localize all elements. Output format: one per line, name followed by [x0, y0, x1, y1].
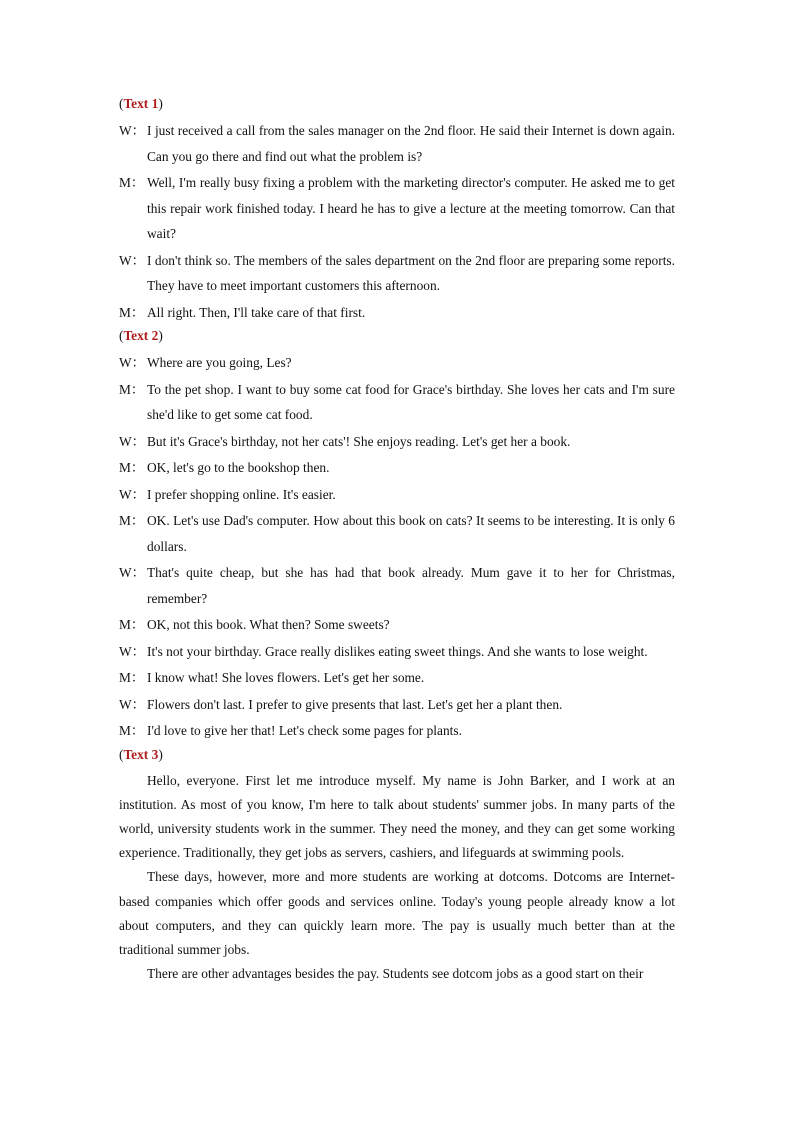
dialogue-text: OK. Let's use Dad's computer. How about this book on cats? It seems to be interesting. It is only 6 dollars. [147, 513, 675, 554]
section-label: Text 2 [123, 328, 159, 343]
monologue-paragraph: These days, however, more and more students are working at dotcoms. Dotcoms are Internet-based companies which offer goods and services online. Today's young people already know a lot about computers, and they can quickly learn more. The pay is usually much better than at the traditional summer jobs. [119, 869, 675, 957]
dialogue-turn [119, 377, 675, 428]
dialogue-turn [119, 665, 675, 691]
dialogue-text: OK, let's go to the bookshop then. [147, 460, 330, 475]
dialogue-turn [119, 350, 675, 376]
dialogue-turn [119, 429, 675, 455]
dialogue-text: That's quite cheap, but she has had that book already. Mum gave it to her for Christmas, remember? [147, 565, 675, 606]
dialogue-turn [119, 482, 675, 508]
speaker-label: M： [119, 513, 145, 528]
speaker-label: M： [119, 381, 145, 397]
dialogue-turn [119, 692, 675, 718]
dialogue-turn [119, 639, 675, 665]
section-label: Text 3 [123, 746, 159, 762]
speaker-label: W： [119, 565, 146, 580]
speaker-label: W： [119, 696, 146, 712]
dialogue-turn [119, 118, 675, 169]
section-label: Text 1 [123, 96, 159, 111]
dialogue-turn [119, 248, 675, 299]
speaker-label: W： [119, 252, 146, 268]
dialogue-text: I just received a call from the sales manager on the 2nd floor. He said their Internet is down again. Can you go there and find out what the problem is? [147, 123, 675, 164]
dialogue-text: It's not your birthday. Grace really dislikes eating sweet things. And she wants to lose weight. [147, 643, 648, 659]
section-heading-text-2: (Text 2) [119, 328, 163, 343]
section-heading-text-3: (Text 3) [119, 746, 163, 762]
monologue-paragraph: Hello, everyone. First let me introduce myself. My name is John Barker, and I work at an institution. As most of you know, I'm here to talk about students' summer jobs. In many parts of the world, university students work in the summer. They need the money, and they can get some working experience. Traditionally, they get jobs as servers, cashiers, and lifeguards at swimming pools. [119, 772, 675, 861]
dialogue-text: I don't think so. The members of the sales department on the 2nd floor are preparing some reports. They have to meet important customers this afternoon. [147, 252, 675, 293]
speaker-label: M： [119, 304, 145, 320]
dialogue-turn [119, 170, 675, 247]
speaker-label: M： [119, 460, 145, 475]
speaker-label: W： [119, 643, 146, 659]
speaker-label: W： [119, 123, 146, 138]
speaker-label: W： [119, 433, 146, 449]
dialogue-turn [119, 718, 675, 744]
monologue-paragraph: There are other advantages besides the pay. Students see dotcom jobs as a good start on their [147, 966, 644, 982]
speaker-label: M： [119, 723, 145, 738]
speaker-label: M： [119, 175, 145, 190]
dialogue-turn [119, 455, 675, 481]
dialogue-text: I know what! She loves flowers. Let's get her some. [147, 670, 425, 685]
dialogue-text: Flowers don't last. I prefer to give presents that last. Let's get her a plant then. [147, 696, 563, 712]
document-page [119, 94, 675, 986]
dialogue-turn [119, 560, 675, 611]
dialogue-text: All right. Then, I'll take care of that first. [147, 304, 366, 320]
dialogue-text: OK, not this book. What then? Some sweets? [147, 617, 390, 632]
dialogue-turn [119, 508, 675, 559]
speaker-label: W： [119, 486, 146, 502]
dialogue-text: But it's Grace's birthday, not her cats'! She enjoys reading. Let's get her a book. [147, 433, 571, 449]
section-heading-text-1: (Text 1) [119, 96, 163, 111]
dialogue-text: To the pet shop. I want to buy some cat food for Grace's birthday. She loves her cats and I'm sure she'd like to get some cat food. [147, 381, 675, 422]
speaker-label: M： [119, 670, 145, 685]
dialogue-text: I'd love to give her that! Let's check some pages for plants. [147, 723, 462, 738]
speaker-label: M： [119, 617, 145, 632]
dialogue-text: Where are you going, Les? [147, 355, 292, 370]
dialogue-turn [119, 612, 675, 638]
dialogue-turn [119, 300, 675, 326]
dialogue-text: I prefer shopping online. It's easier. [147, 486, 336, 502]
speaker-label: W： [119, 355, 146, 370]
dialogue-text: Well, I'm really busy fixing a problem with the marketing director's computer. He asked me to get this repair work finished today. I heard he has to give a lecture at the meeting tomorrow. Can that wait? [147, 175, 675, 241]
